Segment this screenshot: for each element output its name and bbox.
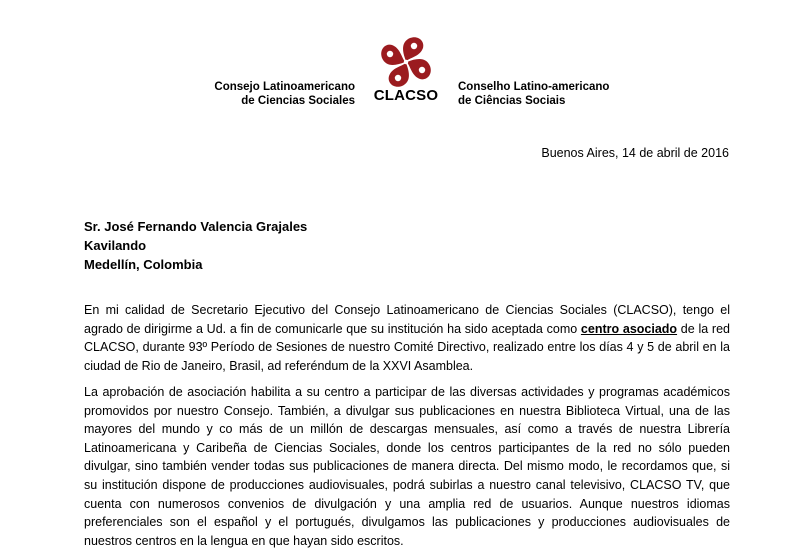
brand-name: CLACSO bbox=[373, 87, 439, 104]
logo-petal-bottom bbox=[389, 63, 409, 87]
logo-petal-right bbox=[407, 59, 431, 79]
recipient-organization: Kavilando bbox=[84, 238, 147, 253]
header-org-name-pt-line2: de Ciências Sociais bbox=[458, 95, 566, 107]
associated-center-emphasis: centro asociado bbox=[580, 321, 678, 336]
header-org-name-es bbox=[214, 80, 355, 108]
paragraph-acceptance-details: de la red CLACSO, durante 93º Período de Sesiones de nuestro Comité Directivo, realizado entre los días 4 y 5 de abril en la ciudad de Rio de Janeiro, Brasil, ad referéndum de la XXVI Asamblea. bbox=[84, 321, 730, 373]
header-org-name-pt bbox=[458, 80, 609, 108]
recipient-city: Medellín, Colombia bbox=[84, 257, 203, 272]
header-org-name-es-line2: de Ciencias Sociales bbox=[241, 95, 355, 107]
paragraph-benefits: La aprobación de asociación habilita a su centro a participar de las diversas actividades y programas académicos promovidos por nuestro Consejo. También, a divulgar sus publicaciones en nuestra Biblioteca Virtual, una de las mayores del mundo y co más de un millón de descargas mensuales, así como a través de nuestra Librería Latinoamericana y Caribeña de Ciencias Sociales, donde los centros participantes de la red no sólo pueden divulgar, sino también vender todas sus publicaciones de manera directa. Del mismo modo, le recordamos que, si su institución dispone de producciones audiovisuales, podrá subirlas a nuestro canal televisivo, CLACSO TV, que cuenta con numerosos convenios de divulgación y una amplia red de usuarios. Aunque nuestros idiomas preferenciales son el español y el portugués, divulgamos las publicaciones y producciones audiovisuales de nuestros centros en la lengua en que hayan sido escritos. bbox=[84, 385, 730, 548]
logo-petal-top bbox=[403, 37, 423, 61]
letter-date: Buenos Aires, 14 de abril de 2016 bbox=[541, 146, 729, 160]
clacso-logo-icon bbox=[378, 34, 434, 90]
header-org-name-pt-line1: Conselho Latino-americano bbox=[458, 81, 610, 93]
paragraph-acceptance-intro: En mi calidad de Secretario Ejecutivo del Consejo Latinoamericano de Ciencias Sociales (CLACSO), tengo el agrado de dirigirme a Ud. a fin de comunicarle que su institución ha sido aceptada como bbox=[84, 303, 730, 336]
header-org-name-es-line1: Consejo Latinoamericano bbox=[214, 81, 355, 93]
paragraph-acceptance bbox=[84, 301, 730, 375]
recipient-block bbox=[84, 217, 307, 274]
recipient-name: Sr. José Fernando Valencia Grajales bbox=[84, 219, 308, 234]
logo-petal-left bbox=[381, 45, 405, 65]
